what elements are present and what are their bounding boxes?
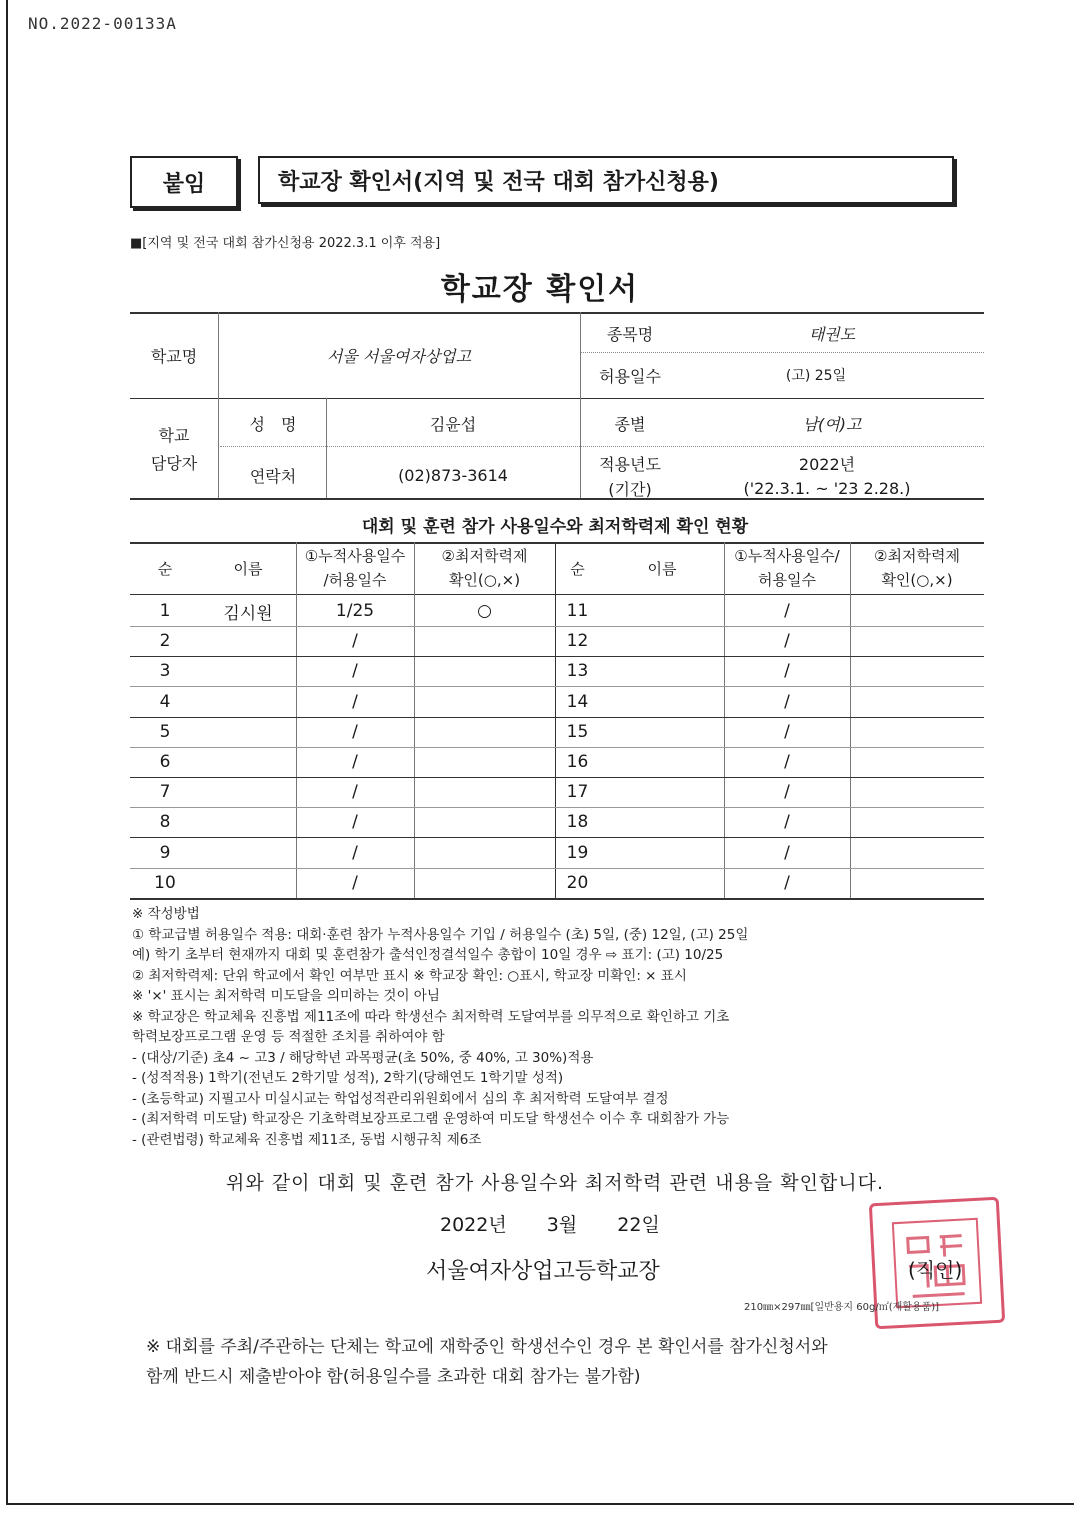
note-line: - (초등학교) 지필고사 미실시교는 학업성적관리위원회에서 심의 후 최저학력 도달여부 결정 [132, 1090, 669, 1107]
seal-label: (직인) [908, 1258, 963, 1282]
header-usage-right-2: 허용일수 [758, 571, 816, 589]
table-cell-l-name [200, 838, 296, 868]
table-cell-r-check [850, 838, 984, 868]
page-title: 학교장 확인서 [440, 272, 640, 307]
note-line: 예) 학기 초부터 현재까지 대회 및 훈련참가 출석인정결석일수 총합이 10일 경우 ⇨ 표기: (고) 10/25 [132, 947, 724, 963]
contact-value: (02)873-3614 [398, 465, 508, 485]
table-cell-l-usage: / [352, 872, 358, 893]
table-cell-l-no: 7 [159, 782, 171, 803]
table-cell-r-usage: / [784, 752, 790, 772]
manager-label-1: 학교 [158, 425, 190, 445]
table-cell-r-no: 13 [566, 661, 589, 682]
note-line: ② 최저학력제: 단위 학교에서 확인 여부만 표시 ※ 학교장 확인: ○표시, 학교장 미확인: × 표시 [132, 967, 687, 984]
info-dotted-line [580, 352, 984, 353]
manager-label-2: 담당자 [150, 453, 198, 473]
table-cell-l-name [200, 868, 296, 898]
note-line: 학력보장프로그램 운영 등 적절한 조치를 취하여야 함 [132, 1029, 445, 1045]
table-cell-l-name [200, 747, 296, 777]
header-usage-right-1: ①누적사용일수/ [734, 547, 840, 565]
note-line: ※ 학교장은 학교체육 진흥법 제11조에 따라 학생선수 최저학력 도달여부를 의무적으로 확인하고 기초 [132, 1008, 730, 1025]
header-check-left-2: 확인(○,×) [448, 571, 521, 589]
header-usage-left-1: ①누적사용일수 [304, 547, 406, 565]
title-box [258, 156, 954, 204]
table-cell-l-name [200, 717, 296, 747]
table-cell-r-no: 19 [566, 842, 589, 863]
table-cell-l-check [414, 777, 555, 807]
note-line: - (관련법령) 학교체육 진흥법 제11조, 동법 시행규칙 제6조 [132, 1131, 482, 1148]
sport-value: 태권도 [808, 324, 856, 344]
note-line: ※ '×' 표시는 최저학력 미도달을 의미하는 것이 아님 [132, 988, 440, 1004]
paper-spec: 210㎜×297㎜[일반용지 60g/㎡(재활용품)] [744, 1302, 940, 1313]
table-cell-l-check [414, 717, 555, 747]
year-value-1: 2022년 [798, 454, 856, 474]
table-bottom-line [130, 898, 984, 900]
info-top-line [130, 312, 984, 314]
date-month: 3월 [546, 1214, 578, 1236]
table-cell-l-usage: / [352, 661, 358, 682]
table-cell-r-name [600, 596, 724, 626]
table-cell-r-usage: / [784, 872, 790, 893]
table-cell-l-usage: / [352, 812, 358, 833]
note-line: - (최저학력 미도달) 학교장은 기초학력보장프로그램 운영하여 미도달 학생선수 이수 후 대회참가 가능 [132, 1111, 730, 1127]
table-cell-l-name [200, 626, 296, 656]
sport-label: 종목명 [606, 324, 654, 344]
table-cell-l-usage: / [352, 752, 358, 772]
school-label: 학교명 [150, 346, 198, 366]
date-day: 22일 [617, 1214, 660, 1236]
table-cell-r-name [600, 626, 724, 656]
issue-date [440, 1210, 694, 1237]
note-line: - (대상/기준) 초4 ~ 고3 / 해당학년 과목평균(초 50%, 중 40%, 고 30%)적용 [132, 1049, 594, 1066]
table-cell-r-name [600, 777, 724, 807]
table-cell-l-check [414, 626, 555, 656]
header-check-right-1: ②최저학력제 [874, 547, 960, 565]
table-cell-r-usage: / [784, 661, 790, 682]
table-cell-r-usage: / [784, 601, 790, 621]
table-cell-r-name [600, 747, 724, 777]
table-cell-r-check [850, 717, 984, 747]
document-number: NO.2022-00133A [28, 14, 177, 33]
footer-note [146, 1332, 996, 1392]
info-mid-line [130, 398, 984, 399]
section-title: 대회 및 훈련 참가 사용일수와 최저학력제 확인 현황 [361, 517, 749, 537]
frame-bottom-border [6, 1503, 1074, 1505]
table-cell-l-no: 1 [159, 601, 171, 621]
table-cell-l-name [200, 807, 296, 837]
table-cell-r-usage: / [784, 691, 790, 712]
info-dotted-line-2 [220, 446, 984, 447]
date-year: 2022년 [440, 1214, 507, 1236]
box-title: 학교장 확인서(지역 및 전국 대회 참가신청용) [278, 169, 719, 195]
frame-left-border [6, 0, 8, 1505]
table-cell-l-no: 6 [159, 752, 171, 772]
table-header-line [130, 594, 984, 595]
table-cell-r-no: 18 [566, 812, 589, 833]
header-check-left-1: ②최저학력제 [441, 547, 528, 565]
table-cell-l-check [414, 747, 555, 777]
table-cell-r-no: 20 [566, 872, 589, 893]
header-name-right: 이름 [647, 560, 677, 578]
table-cell-r-usage: / [784, 631, 790, 652]
header-seq-left: 순 [157, 560, 173, 578]
table-cell-r-check [850, 687, 984, 717]
table-cell-l-no: 4 [159, 691, 171, 712]
table-cell-r-name [600, 656, 724, 686]
table-cell-l-usage: / [352, 721, 358, 742]
table-cell-r-check [850, 777, 984, 807]
table-cell-r-check [850, 868, 984, 898]
name-value: 김윤섭 [429, 414, 477, 434]
table-cell-r-no: 12 [566, 631, 589, 652]
table-cell-l-no: 9 [159, 842, 171, 863]
table-cell-l-name [200, 777, 296, 807]
days-value: (고) 25일 [785, 368, 847, 384]
table-cell-l-no: 10 [154, 872, 176, 893]
type-label: 종별 [614, 414, 646, 434]
header-seq-right: 순 [570, 560, 585, 578]
type-value: 남(여)고 [802, 414, 862, 434]
table-cell-l-usage: / [352, 842, 358, 863]
table-cell-l-name [200, 656, 296, 686]
table-cell-l-usage: / [352, 782, 358, 803]
table-cell-l-usage: / [352, 631, 358, 652]
table-cell-r-check [850, 807, 984, 837]
table-cell-r-check [850, 656, 984, 686]
table-cell-r-name [600, 868, 724, 898]
table-cell-r-name [600, 687, 724, 717]
table-cell-r-usage: / [784, 812, 790, 833]
principal-title: 서울여자상업고등학교장 [426, 1259, 660, 1284]
table-cell-r-no: 14 [566, 691, 589, 712]
table-cell-l-usage: / [352, 691, 358, 712]
table-cell-r-name [600, 807, 724, 837]
year-value-2: ('22.3.1. ~ '23 2.28.) [743, 478, 911, 498]
table-cell-r-no: 11 [566, 601, 589, 621]
table-cell-r-usage: / [784, 782, 790, 803]
table-cell-l-no: 3 [159, 661, 171, 682]
name-label: 성 명 [249, 414, 297, 434]
table-cell-l-no: 2 [159, 631, 171, 652]
table-cell-l-no: 5 [159, 721, 171, 742]
table-cell-l-check [414, 687, 555, 717]
year-label-2: (기간) [608, 479, 652, 499]
writing-instructions [132, 904, 992, 1150]
table-cell-l-check [414, 656, 555, 686]
table-cell-l-no: 8 [159, 812, 171, 833]
table-cell-l-check [414, 838, 555, 868]
table-cell-l-check [414, 807, 555, 837]
note-line: ① 학교급별 허용일수 적용: 대회·훈련 참가 누적사용일수 기입 / 허용일수 (초) 5일, (중) 12일, (고) 25일 [132, 926, 749, 943]
table-cell-r-usage: / [784, 842, 790, 863]
note-line: ※ 작성방법 [132, 906, 200, 922]
table-cell-l-check [414, 868, 555, 898]
table-cell-r-name [600, 717, 724, 747]
table-cell-r-name [600, 838, 724, 868]
footer-line: 함께 반드시 제출받아야 함(허용일수를 초과한 대회 참가는 불가함) [146, 1367, 641, 1387]
applicability-note: ■[지역 및 전국 대회 참가신청용 2022.3.1 이후 적용] [130, 236, 441, 251]
school-value: 서울 서울여자상업고 [326, 346, 472, 366]
table-cell-l-usage: 1/25 [335, 601, 375, 621]
note-line: - (성적적용) 1학기(전년도 2학기말 성적), 2학기(당해연도 1학기말 성적) [132, 1070, 564, 1086]
table-cell-l-name [200, 687, 296, 717]
attach-label: 붙임 [162, 171, 206, 197]
header-usage-left-2: /허용일수 [323, 571, 387, 589]
table-cell-r-check [850, 747, 984, 777]
table-cell-r-no: 16 [566, 752, 589, 772]
year-label-1: 적용년도 [599, 454, 661, 474]
confirmation-statement: 위와 같이 대회 및 훈련 참가 사용일수와 최저학력 관련 내용을 확인합니다. [225, 1172, 885, 1194]
table-cell-r-usage: / [784, 721, 790, 742]
contact-label: 연락처 [249, 466, 297, 486]
table-cell-r-check [850, 626, 984, 656]
table-cell-r-no: 15 [566, 721, 589, 742]
days-label: 허용일수 [599, 366, 661, 386]
table-cell-r-check [850, 596, 984, 626]
footer-line: ※ 대회를 주최/주관하는 단체는 학교에 재학중인 학생선수인 경우 본 확인서를 참가신청서와 [146, 1337, 828, 1357]
attach-label-box [130, 156, 238, 208]
table-cell-l-name: 김시원 [223, 603, 273, 624]
table-cell-l-check: ○ [477, 601, 492, 621]
table-cell-r-no: 17 [566, 782, 589, 803]
header-check-right-2: 확인(○,×) [881, 571, 953, 589]
header-name-left: 이름 [233, 560, 263, 578]
